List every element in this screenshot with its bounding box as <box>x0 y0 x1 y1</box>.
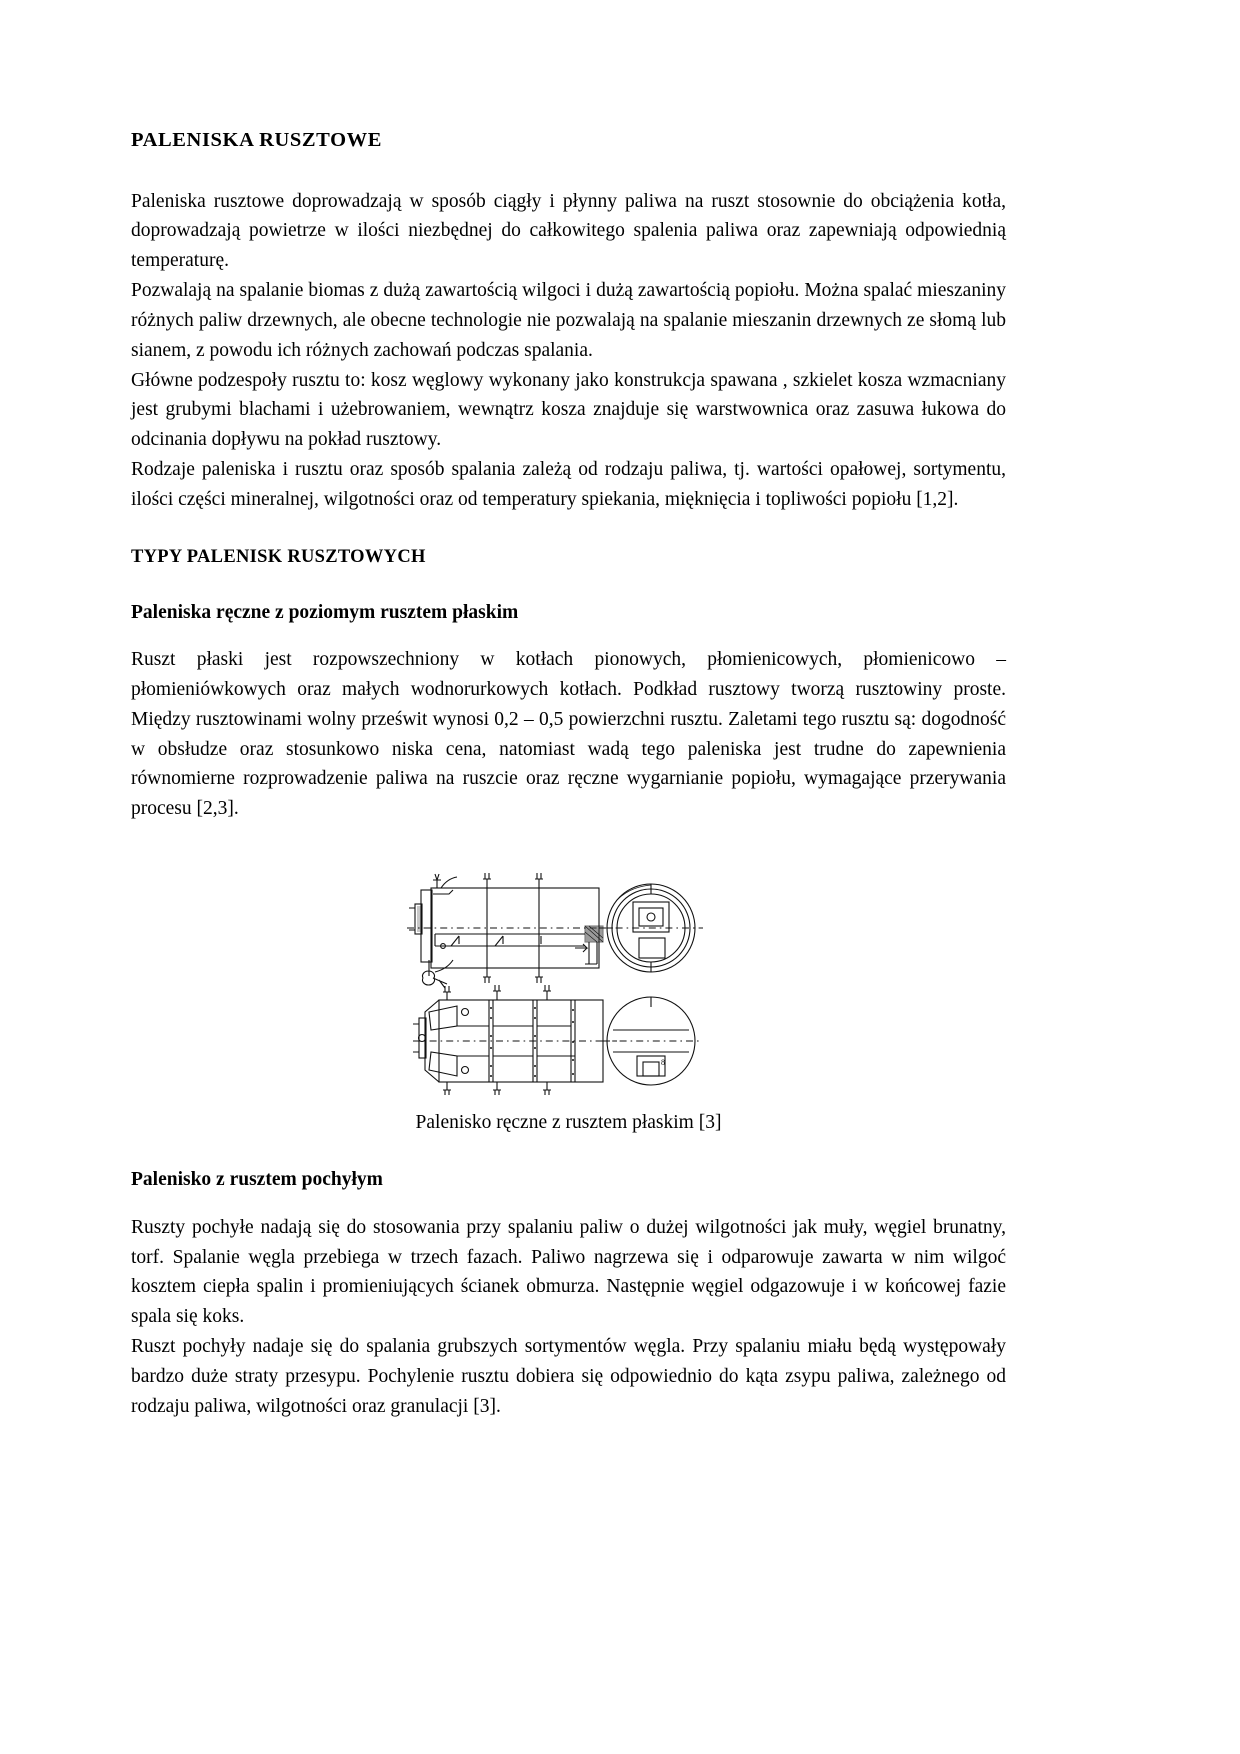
intro-paragraph-1: Paleniska rusztowe doprowadzają w sposób ciągły i płynny paliwa na ruszt stosownie do obciążenia kotła, doprowadzają powietrze w ilości niezbędnej do całkowitego spalenia paliwa oraz zapewniają odpowiednią temperaturę. <box>131 190 1006 272</box>
figure-palenisko-reczne <box>131 860 1006 1136</box>
figure-caption: Palenisko ręczne z rusztem płaskim [3] <box>415 1112 722 1134</box>
svg-text:8: 8 <box>660 1058 665 1068</box>
drawing-top-side-elevation <box>407 873 613 988</box>
subsection-heading-palenisko-pochyle: Palenisko z rusztem pochyłym <box>131 1169 383 1191</box>
technical-drawing-grate-furnace <box>399 860 739 1095</box>
drawing-top-circular-end-view <box>599 884 703 972</box>
document-body <box>131 128 1006 1422</box>
intro-paragraph-2: Pozwalają na spalanie biomas z dużą zawartością wilgoci i dużą zawartością popiołu. Można spalać mieszaniny różnych paliw drzewnych, ale obecne technologie nie pozwalają na spalanie mieszanin drzewnych ze słomą lub sianem, z powodu ich różnych zachowań podczas spalania. <box>131 280 1006 361</box>
drawing-bottom-circular-end-view <box>603 997 701 1085</box>
subsection-two-paragraph-2: Ruszt pochyły nadaje się do spalania grubszych sortymentów węgla. Przy spalaniu miału będą występowały bardzo duże straty przesypu. Pochylenie rusztu dobiera się odpowiednio do kąta zsypu paliwa, zależnego od rodzaju paliwa, wilgotności oraz granulacji [3]. <box>131 1336 1006 1417</box>
subsection-one-paragraph-1: Ruszt płaski jest rozpowszechniony w kotłach pionowych, płomienicowych, płomienicowo – płomieniówkowych oraz małych wodnorurkowych kotłach. Podkład rusztowy tworzą rusztowiny proste. Między rusztowinami wolny prześwit wynosi 0,2 – 0,5 powierzchni rusztu. Zaletami tego rusztu są: dogodność w obsłudze oraz stosunkowo niska cena, natomiast wadą tego paleniska jest trudne do zapewnienia równomierne rozprowadzenie paliwa na ruszcie oraz ręczne wygarnianie popiołu, wymagające przerywania procesu [2,3]. <box>131 649 1006 820</box>
section-heading-typy-palenisk: TYPY PALENISK RUSZTOWYCH <box>131 546 426 567</box>
page-title: PALENISKA RUSZTOWE <box>131 129 382 151</box>
subsection-heading-paleniska-reczne: Paleniska ręczne z poziomym rusztem płaskim <box>131 601 519 623</box>
intro-paragraph-3: Główne podzespoły rusztu to: kosz węglowy wykonany jako konstrukcja spawana , szkielet kosza wzmacniany jest grubymi blachami i użebrowaniem, wewnątrz kosza znajduje się warstwownica oraz zasuwa łukowa do odcinania dopływu na pokład rusztowy. <box>131 369 1006 451</box>
drawing-bottom-longitudinal-section <box>413 985 617 1095</box>
intro-paragraph-4: Rodzaje paleniska i rusztu oraz sposób spalania zależą od rodzaju paliwa, tj. wartości opałowej, sortymentu, ilości części mineralnej, wilgotności oraz od temperatury spiekania, mięknięcia i topliwości popiołu [1,2]. <box>131 459 1006 510</box>
subsection-two-paragraph-1: Ruszty pochyłe nadają się do stosowania przy spalaniu paliw o dużej wilgotności jak muły, węgiel brunatny, torf. Spalanie węgla przebiega w trzech fazach. Paliwo nagrzewa się i odparowuje zawarta w nim wilgoć kosztem ciepła spalin i promieniujących ścianek obmurza. Następnie węgiel odgazowuje i w końcowej fazie spala się koks. <box>131 1216 1006 1328</box>
